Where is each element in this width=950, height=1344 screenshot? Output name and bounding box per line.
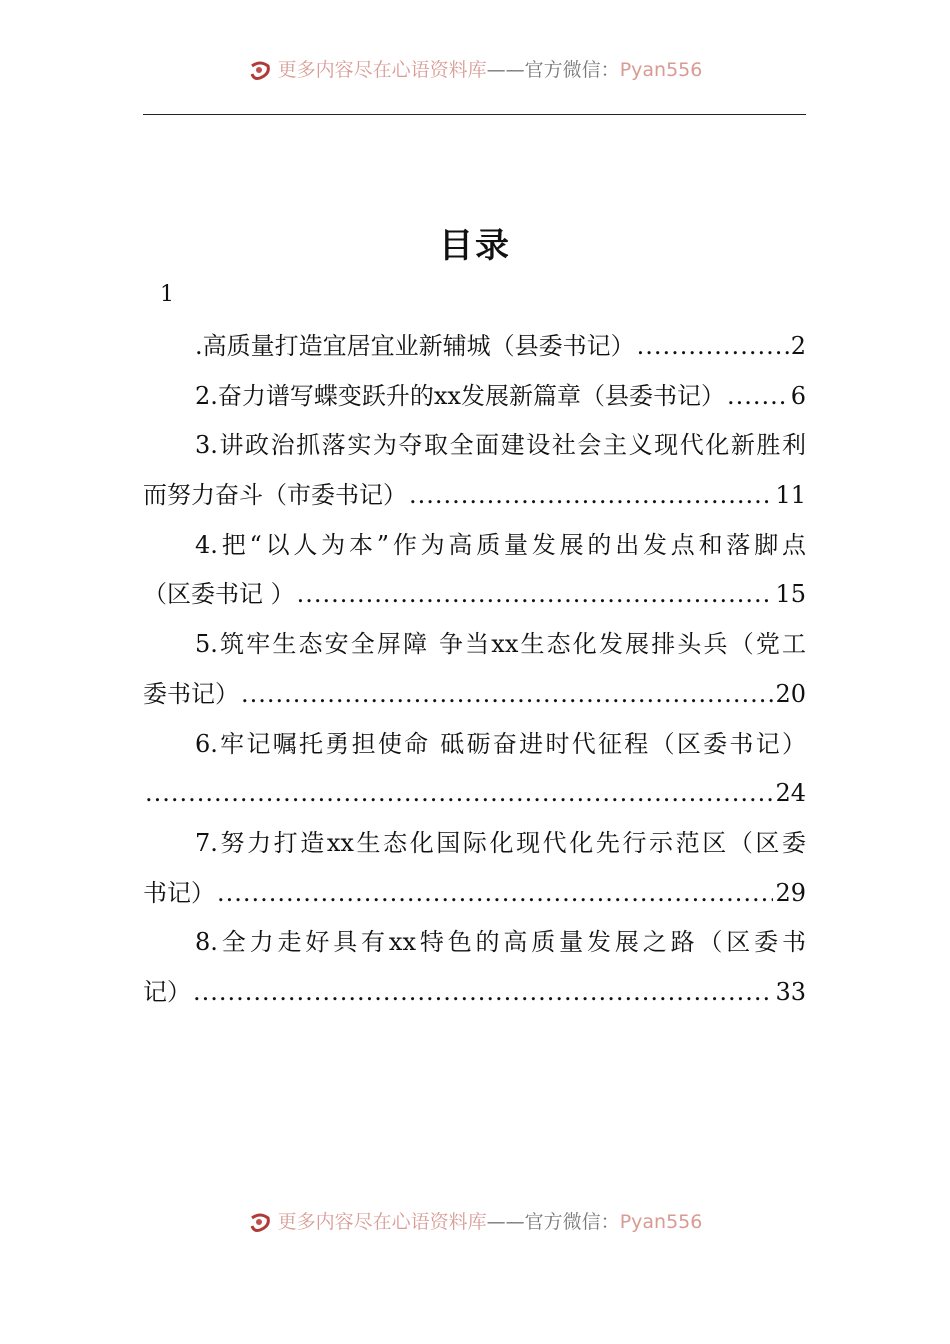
toc-entry-text: 记）	[143, 977, 191, 1006]
toc-page-number: 6	[790, 381, 806, 410]
watermark-middle: ——官方微信：	[486, 59, 620, 81]
dot-leader	[727, 372, 789, 422]
footer-watermark	[0, 1210, 950, 1234]
watermark-right: Pyan556	[619, 59, 703, 81]
toc-page-number: 29	[775, 878, 806, 907]
page-title: 目录	[439, 226, 511, 266]
toc-entry-text: 7.努力打造xx生态化国际化现代化先行示范区（区委	[195, 828, 806, 857]
watermark-middle: ——官方微信：	[486, 1211, 620, 1233]
toc-entry-line[interactable]	[143, 968, 806, 1018]
toc-entry-line[interactable]	[143, 918, 806, 968]
toc-entry-text: 2.奋力谱写蝶变跃升的xx发展新篇章（县委书记）	[195, 381, 725, 410]
logo-icon	[248, 1212, 272, 1234]
toc-entry-text: 而努力奋斗（市委书记）	[143, 481, 407, 510]
toc-entry-line[interactable]	[143, 322, 806, 372]
toc-entry-text: .高质量打造宜居宜业新辅城（县委书记）	[195, 332, 635, 360]
toc-entry-line[interactable]	[143, 620, 806, 670]
watermark-left: 更多内容尽在心语资料库	[277, 59, 487, 81]
watermark-left: 更多内容尽在心语资料库	[277, 1211, 487, 1233]
toc-entry-line[interactable]	[143, 471, 806, 521]
dot-leader	[637, 322, 789, 372]
toc-entry-line[interactable]	[143, 769, 806, 819]
toc-page-number: 11	[775, 481, 806, 510]
toc-entry-text: 3.讲政治抓落实为夺取全面建设社会主义现代化新胜利	[195, 431, 806, 460]
toc-page-number: 2	[790, 332, 806, 360]
toc-entry-line[interactable]	[143, 819, 806, 869]
toc-entry-line[interactable]	[143, 421, 806, 471]
toc-entry-line[interactable]	[143, 720, 806, 770]
toc-entry-text: 书记）	[143, 878, 215, 907]
dot-leader	[297, 570, 774, 620]
toc-page-number: 33	[775, 977, 806, 1006]
toc-entry-text: 委书记）	[143, 679, 239, 708]
toc-page-number: 20	[775, 679, 806, 708]
toc-entry-line[interactable]	[143, 521, 806, 571]
toc-entry-line[interactable]	[143, 670, 806, 720]
dot-leader	[145, 769, 773, 819]
toc-entry-text: （区委书记 ）	[143, 580, 295, 609]
toc-entry-text: 5.筑牢生态安全屏障 争当xx生态化发展排头兵（党工	[195, 630, 806, 659]
watermark-right: Pyan556	[619, 1211, 703, 1233]
toc-entry-text: 6.牢记嘱托勇担使命 砥砺奋进时代征程（区委书记）	[195, 729, 806, 758]
toc-entry-line[interactable]	[143, 869, 806, 919]
logo-icon	[248, 60, 272, 82]
dot-leader	[193, 968, 773, 1018]
toc-entry-text: 4.把“以人为本”作为高质量发展的出发点和落脚点	[195, 530, 806, 559]
toc-entry-line[interactable]	[143, 570, 806, 620]
dot-leader	[241, 670, 773, 720]
toc-entry-line[interactable]	[143, 372, 806, 422]
header-rule	[143, 114, 806, 115]
toc-entry-text: 8.全力走好具有xx特色的高质量发展之路（区委书	[195, 928, 806, 957]
dot-leader	[409, 471, 773, 521]
stray-number: 1	[160, 282, 174, 307]
toc-page-number: 15	[775, 580, 806, 609]
header-watermark	[0, 58, 950, 82]
table-of-contents	[143, 322, 806, 1018]
toc-page-number: 24	[775, 779, 806, 808]
dot-leader	[217, 869, 773, 919]
